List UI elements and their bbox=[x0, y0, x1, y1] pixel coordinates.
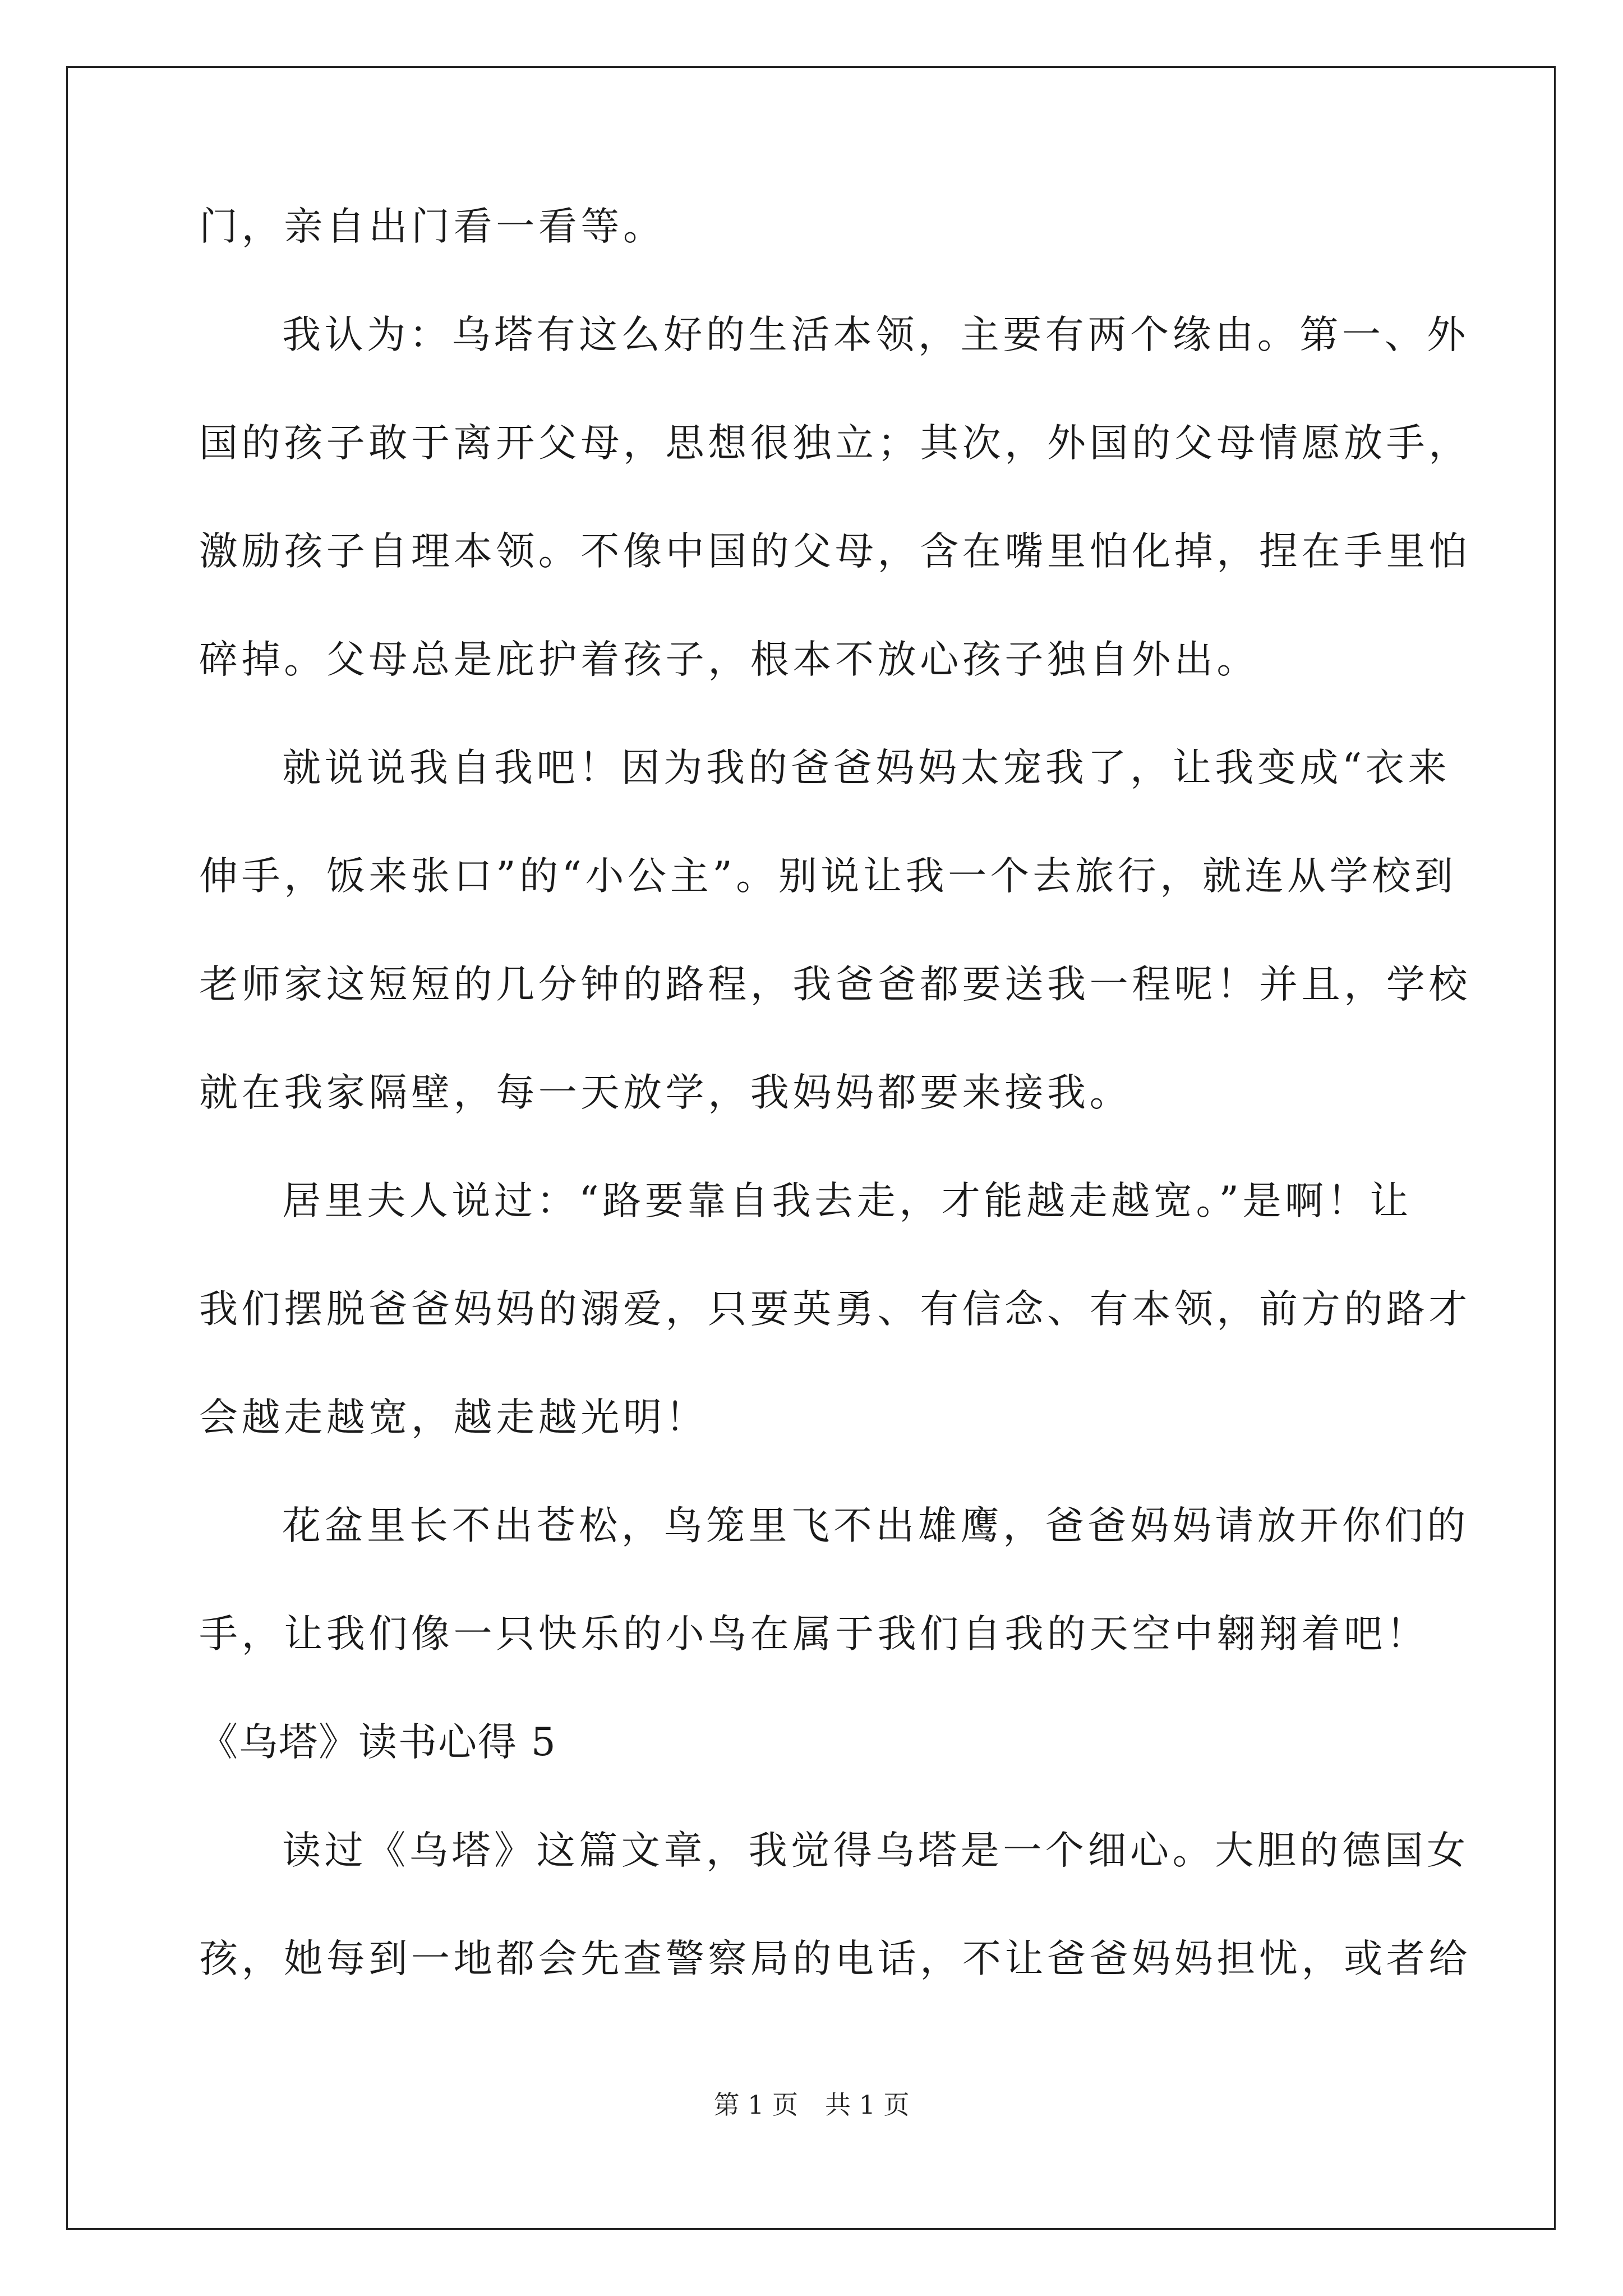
text-line: 碎掉。父母总是庇护着孩子，根本不放心孩子独自外出。 bbox=[199, 637, 1259, 682]
text-line: 国的孩子敢于离开父母，思想很独立；其次，外国的父母情愿放手， bbox=[199, 421, 1471, 466]
paragraph-first-line: 我认为：乌塔有这么好的生活本领，主要有两个缘由。第一、外 bbox=[282, 312, 1469, 357]
text-line: 伸手，饭来张口”的“小公主”。别说让我一个去旅行，就连从学校到 bbox=[199, 854, 1457, 899]
text-line: 孩，她每到一地都会先查警察局的电话，不让爸爸妈妈担忧，或者给 bbox=[199, 1936, 1471, 1981]
section-heading: 《乌塔》读书心得 5 bbox=[199, 1720, 557, 1765]
text-line: 老师家这短短的几分钟的路程，我爸爸都要送我一程呢！并且，学校 bbox=[199, 962, 1471, 1007]
page-footer bbox=[0, 2091, 1623, 2119]
text-line: 就在我家隔壁，每一天放学，我妈妈都要来接我。 bbox=[199, 1070, 1132, 1115]
text-line: 门，亲自出门看一看等。 bbox=[199, 204, 666, 249]
text-line: 我们摆脱爸爸妈妈的溺爱，只要英勇、有信念、有本领，前方的路才 bbox=[199, 1287, 1471, 1332]
text-line: 激励孩子自理本领。不像中国的父母，含在嘴里怕化掉，捏在手里怕 bbox=[199, 529, 1471, 574]
paragraph-first-line: 就说说我自我吧！因为我的爸爸妈妈太宠我了，让我变成“衣来 bbox=[282, 746, 1451, 790]
text-line: 手，让我们像一只快乐的小鸟在属于我们自我的天空中翱翔着吧！ bbox=[199, 1612, 1429, 1657]
paragraph-first-line: 花盆里长不出苍松，鸟笼里飞不出雄鹰，爸爸妈妈请放开你们的 bbox=[282, 1503, 1469, 1548]
paragraph-first-line: 居里夫人说过：“路要靠自我去走，才能越走越宽。”是啊！让 bbox=[282, 1179, 1412, 1223]
paragraph-first-line: 读过《乌塔》这篇文章，我觉得乌塔是一个细心。大胆的德国女 bbox=[282, 1828, 1469, 1873]
page-total: 共 1 页 bbox=[825, 2090, 910, 2120]
document-body bbox=[199, 204, 1471, 2048]
text-line: 会越走越宽，越走越光明！ bbox=[199, 1395, 708, 1440]
page-number: 第 1 页 bbox=[713, 2090, 798, 2120]
